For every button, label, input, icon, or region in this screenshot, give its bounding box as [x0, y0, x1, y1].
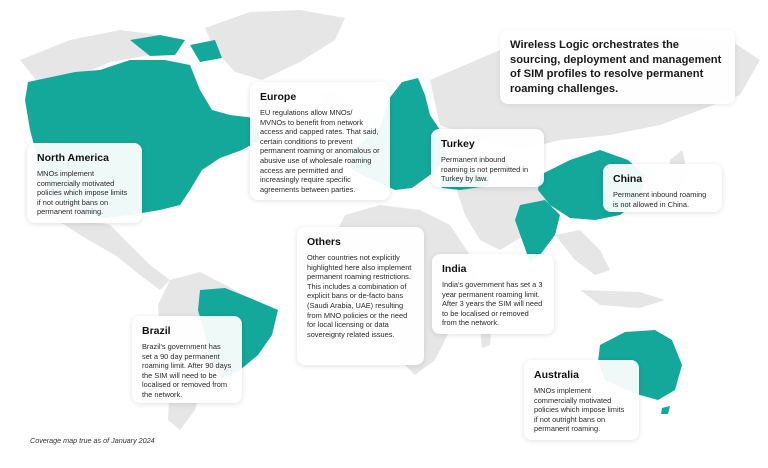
intro-text: Wireless Logic orchestrates the sourcing, deployment and management of SIM profiles to resolve permanent roaming challenges.	[510, 39, 722, 95]
turkey-title: Turkey	[441, 138, 475, 150]
india-region	[515, 200, 560, 262]
others-card	[297, 227, 424, 365]
australia-card	[524, 360, 639, 440]
intro-box	[500, 30, 735, 104]
india-body: India's government has set a 3 year permanent roaming limit. After 3 years the SIM will need to be localised or removed from the network.	[442, 280, 543, 328]
others-body: Other countries not explicitly highlighted here also implement permanent roaming restrictions. This includes a combination of explicit bans or de-facto bans (Saudi Arabia, UAE) resulting from MNO policies or the need for local licensing or data sovereignty related issues.	[307, 253, 412, 339]
turkey-card	[431, 129, 544, 187]
turkey-body: Permanent inbound roaming is not permitted in Turkey by law.	[441, 155, 529, 184]
coverage-footnote: Coverage map true as of January 2024	[30, 436, 155, 445]
europe-title: Europe	[260, 91, 297, 103]
europe-card	[250, 82, 390, 200]
china-title: China	[613, 173, 643, 185]
india-card	[432, 254, 554, 334]
australia-body: MNOs implement commercially motivated policies which impose limits if not outright bans on permanent roaming.	[534, 386, 625, 434]
brazil-body: Brazil's government has set a 90 day permanent roaming limit. After 90 days the SIM will need to be localised or removed from the network.	[142, 342, 232, 399]
china-card	[603, 164, 722, 212]
north-america-title: North America	[37, 152, 109, 164]
brazil-card	[132, 316, 242, 403]
others-title: Others	[307, 236, 341, 248]
china-body: Permanent inbound roaming is not allowed in China.	[613, 190, 707, 209]
india-title: India	[442, 263, 467, 275]
north-america-body: MNOs implement commercially motivated policies which impose limits if not outright bans on permanent roaming.	[37, 169, 128, 217]
australia-title: Australia	[534, 369, 579, 381]
north-america-card	[27, 143, 142, 223]
europe-body: EU regulations allow MNOs/ MVNOs to benefit from network access and capped rates. That said, certain conditions to prevent permanent roaming or anomalous or abusive use of wholesale roaming access are permitted and increasingly require specific agreements between parties.	[260, 108, 380, 194]
brazil-title: Brazil	[142, 325, 171, 337]
